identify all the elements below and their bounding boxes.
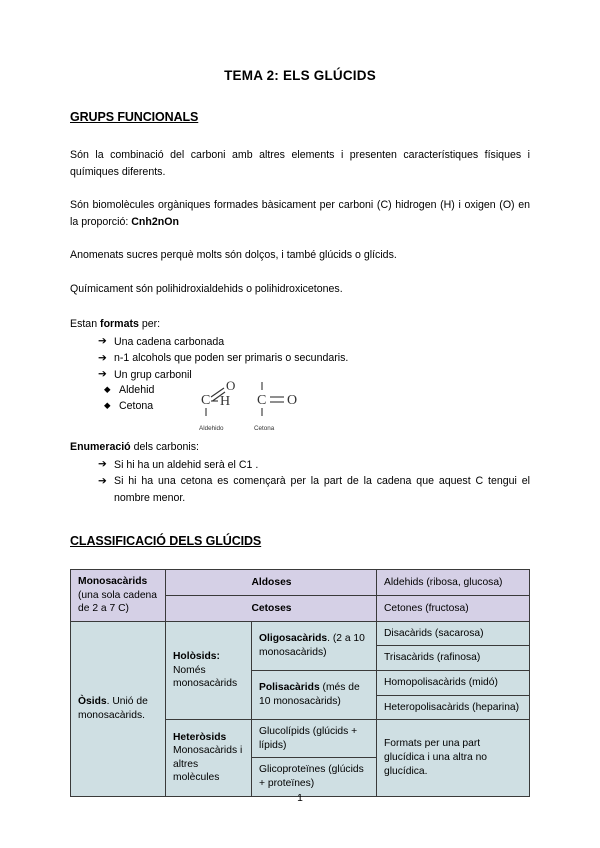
enumeracio-intro-bold: Enumeració [70,441,131,453]
cell-homopolisacarids: Homopolisacàrids (midó) [377,670,530,695]
cell-trisacarids: Trisacàrids (rafinosa) [377,646,530,671]
ketone-oxygen-label: O [287,393,298,408]
carbonyl-structures-figure [195,378,325,434]
cell-disacarids: Disacàrids (sacarosa) [377,621,530,646]
section-heading-classificacio: CLASSIFICACIÓ DELS GLÚCIDS [70,534,262,548]
cell-heterosids [166,720,252,796]
list-item [98,473,530,506]
formats-intro-bold: formats [100,318,139,330]
holosids-name: Holòsids: [173,651,220,663]
arrow-bullet-icon: ➔ [98,474,107,487]
table-row [71,621,530,646]
paragraph-sucres: Anomenats sucres perquè molts són dolços, i també glúcids o glícids. [70,249,397,261]
cell-cetoses: Cetoses [166,595,377,621]
list-item-label: Cetona [119,399,154,412]
monosacarids-detail: (una sola cadena de 2 a 7 C) [78,589,158,615]
enumeracio-intro-after: dels carbonis: [130,441,199,453]
carbonyl-svg [195,378,325,434]
arrow-bullet-icon: ➔ [98,458,107,470]
formats-list [70,334,530,384]
list-item-label: n-1 alcohols que poden ser primaris o secundaris. [114,352,349,364]
polisacarids-name: Polisacàrids [259,682,320,694]
cell-glicoproteines: Glicoproteïnes (glúcids + proteïnes) [252,758,377,796]
diamond-bullet-icon: ◆ [104,399,111,410]
cell-heterosids-note: Formats per una part glucídica i una altra no glucídica. [377,720,530,796]
cell-oligosacarids [252,621,377,670]
polisacarids-detail: (més de 10 monosacàrids) [259,682,360,708]
list-item-label: Aldehid [119,384,155,396]
cell-aldehids-examples: Aldehids (ribosa, glucosa) [377,570,530,596]
oligosacarids-detail: . (2 a 10 monosacàrids) [259,633,365,658]
paragraph-composition [70,197,530,230]
monosacarids-name: Monosacàrids [78,576,148,587]
formats-intro-after: per: [138,318,161,330]
page-number: 1 [297,793,303,804]
paragraph-definition: Són la combinació del carboni amb altres elements i presenten característiques físiques i químiques diferents. [70,149,530,178]
cell-cetones-examples: Cetones (fructosa) [377,595,530,621]
formats-intro-before: Estan [70,318,101,330]
cell-aldoses: Aldoses [166,570,377,596]
list-item [98,457,530,474]
aldehyde-carbon-label: C [201,393,211,408]
cell-osids [71,621,166,796]
cell-polisacarids [252,670,377,719]
list-item-label: Un grup carbonil [114,368,192,381]
aldehyde-hydrogen-label: H [220,394,231,409]
list-item-label: Una cadena carbonada [114,335,225,348]
oligosacarids-name: Oligosacàrids [259,633,328,645]
cell-glucolipids: Glucolípids (glúcids + lípids) [252,720,377,758]
composition-lead: Són biomolècules orgàniques formades bàsicament per carboni (C) hidrogen (H) i oxigen (O) en la proporció: [70,199,530,228]
section-heading-grups-funcionals: GRUPS FUNCIONALS [70,110,199,124]
heterosids-detail: Monosacàrids i altres molècules [173,745,243,784]
cell-heteropolisacarids: Heteropolisacàrids (heparina) [377,695,530,720]
arrow-bullet-icon: ➔ [98,351,107,364]
aldehyde-oxygen-label: O [226,378,236,393]
enumeracio-intro [70,439,530,456]
cell-monosacarids [71,570,166,622]
formats-intro [70,316,530,333]
glucids-classification-table [70,569,530,797]
table-row [71,570,530,596]
chemical-formula: Cnh2nOn [131,215,179,228]
cell-holosids [166,621,252,719]
diamond-bullet-icon: ◆ [104,384,111,394]
ketone-carbon-label: C [257,393,267,408]
enumeracio-list [70,457,530,507]
grups-funcionals-heading-wrap [70,83,530,126]
arrow-bullet-icon: ➔ [98,368,107,380]
paragraph-quimicament: Químicament són polihidroxialdehids o polihidroxicetones. [70,282,343,295]
list-item-label: Si hi ha una cetona es començarà per la part de la cadena que aquest C tengui el nombre menor. [114,475,530,504]
classificacio-heading-wrap [70,532,530,550]
holosids-detail: Només monosacàrids [173,664,238,690]
page-title: TEMA 2: ELS GLÚCIDS [224,68,376,83]
list-item [98,350,530,367]
osids-detail: . Unió de monosacàrids. [78,696,148,721]
aldehyde-caption: Aldehido [199,425,224,432]
arrow-bullet-icon: ➔ [98,335,107,347]
document-content [70,60,530,797]
osids-name: Òsids [78,696,107,708]
ketone-caption: Cetona [254,425,275,432]
heterosids-name: Heteròsids [173,731,227,743]
list-item-label: Si hi ha un aldehid serà el C1 . [114,458,259,471]
list-item [98,334,530,351]
